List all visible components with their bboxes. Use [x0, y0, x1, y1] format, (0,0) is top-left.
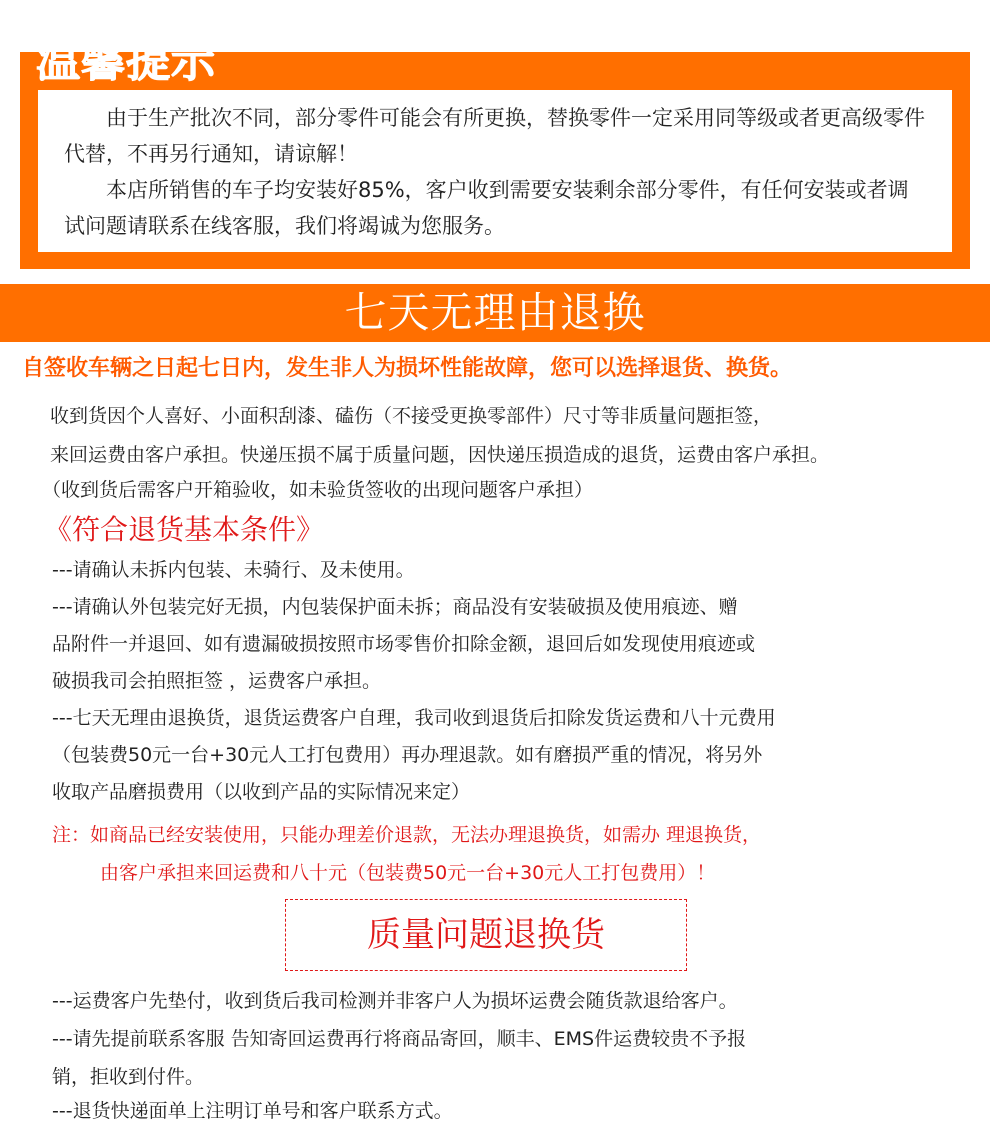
policy-lead: 自签收车辆之日起七日内，发生非人为损坏性能故障，您可以选择退货、换货。 [22, 356, 793, 381]
intro-line: 来回运费由客户承担。快递压损不属于质量问题，因快递压损造成的退货，运费由客户承担。 [50, 444, 830, 466]
condition-line: ---七天无理由退换货，退货运费客户自理，我司收到退货后扣除发货运费和八十元费用 [52, 707, 776, 729]
quality-line: 销，拒收到付件。 [52, 1066, 205, 1088]
note-line: 由客户承担来回运费和八十元（包装费50元一台+30元人工打包费用）！ [100, 862, 716, 884]
condition-line: ---请确认外包装完好无损，内包装保护面未拆；商品没有安装破损及使用痕迹、赠 [52, 596, 738, 618]
quality-title: 质量问题退换货 [285, 899, 687, 971]
condition-line: 收取产品磨损费用（以收到产品的实际情况来定） [52, 781, 471, 803]
condition-line: （包装费50元一台+30元人工打包费用）再办理退款。如有磨损严重的情况，将另外 [52, 744, 763, 766]
notice-content [38, 90, 952, 252]
condition-line: 破损我司会拍照拒签 ，运费客户承担。 [52, 670, 382, 692]
condition-line: ---请确认未拆内包装、未骑行、及未使用。 [52, 559, 415, 581]
conditions-title: 《符合退货基本条件》 [44, 513, 325, 546]
return-policy-banner: 七天无理由退换 [0, 284, 990, 342]
notice-paragraph: 由于生产批次不同，部分零件可能会有所更换，替换零件一定采用同等级或者更高级零件代替，不再另行通知，请谅解！ [64, 106, 925, 166]
quality-line: ---运费客户先垫付，收到货后我司检测并非客户人为损坏运费会随货款退给客户。 [52, 990, 738, 1012]
notice-paragraph: 本店所销售的车子均安装好85%，客户收到需要安装剩余部分零件，有任何安装或者调试问题请联系在线客服，我们将竭诚为您服务。 [64, 178, 909, 238]
note-line: 注：如商品已经安装使用，只能办理差价退款，无法办理退换货，如需办 理退换货， [52, 824, 762, 846]
condition-line: 品附件一并退回、如有遗漏破损按照市场零售价扣除金额，退回后如发现使用痕迹或 [52, 633, 756, 655]
quality-line: ---退货快递面单上注明订单号和客户联系方式。 [52, 1100, 453, 1122]
quality-line: ---请先提前联系客服 告知寄回运费再行将商品寄回，顺丰、EMS件运费较贵不予报 [52, 1028, 747, 1050]
intro-line: 收到货因个人喜好、小面积刮漆、磕伤（不接受更换零部件）尺寸等非质量问题拒签， [50, 405, 773, 427]
intro-line: （收到货后需客户开箱验收，如未验货签收的出现问题客户承担） [42, 479, 594, 501]
notice-title: 温馨提示 [36, 36, 216, 87]
